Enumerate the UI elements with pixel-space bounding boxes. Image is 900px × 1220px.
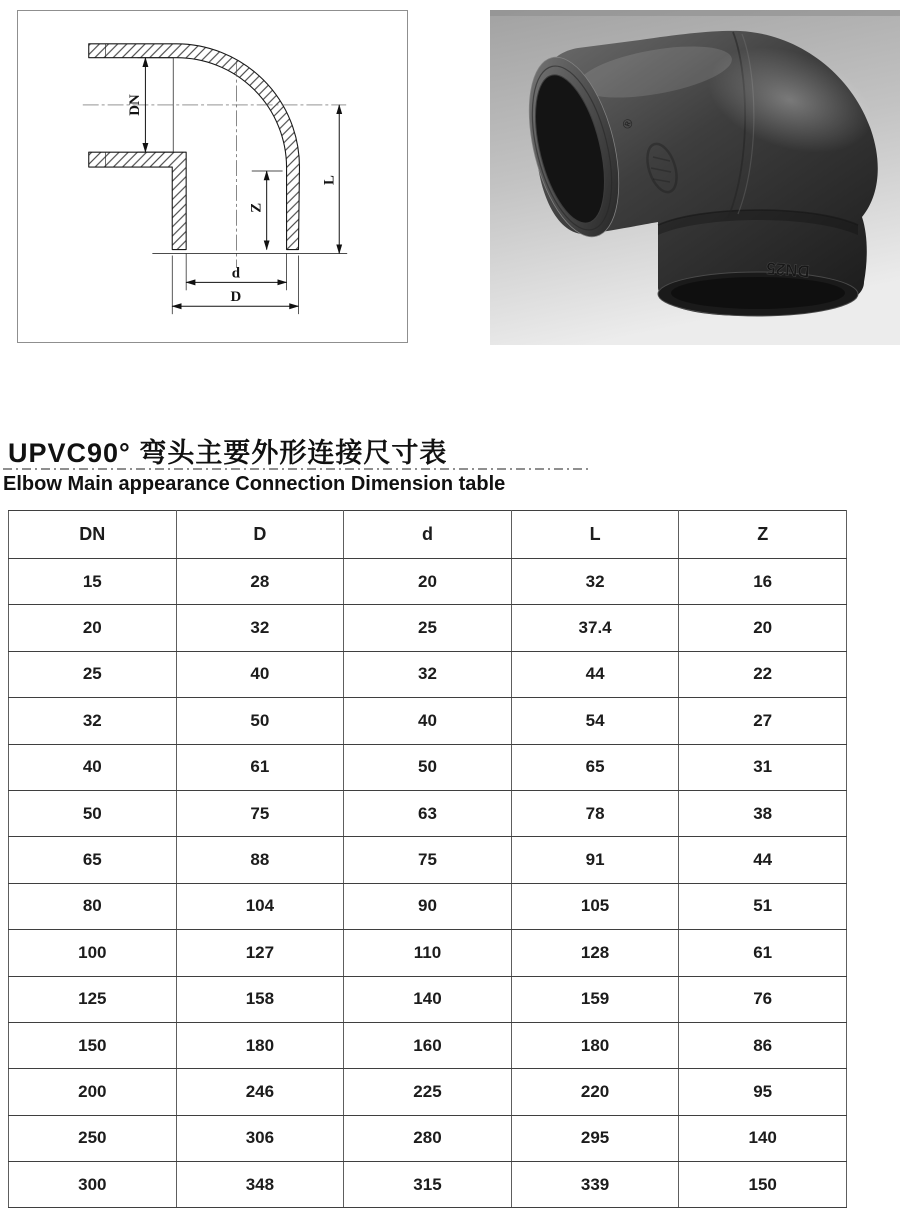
elbow-outer-wall bbox=[89, 44, 300, 250]
table-row bbox=[9, 837, 847, 883]
table-header-cell: d bbox=[344, 511, 512, 559]
table-cell: 104 bbox=[176, 883, 344, 929]
table-cell: 40 bbox=[344, 698, 512, 744]
dashed-separator bbox=[3, 468, 590, 470]
table-cell: 295 bbox=[511, 1115, 679, 1161]
table-cell: 339 bbox=[511, 1162, 679, 1208]
table-cell: 306 bbox=[176, 1115, 344, 1161]
embossed-registered-mark: ® bbox=[618, 116, 637, 131]
table-cell: 44 bbox=[679, 837, 847, 883]
table-header-row bbox=[9, 511, 847, 559]
table-cell: 50 bbox=[9, 790, 177, 836]
dimension-label-d: d bbox=[231, 265, 241, 282]
table-row bbox=[9, 976, 847, 1022]
table-row bbox=[9, 605, 847, 651]
table-cell: 180 bbox=[176, 1022, 344, 1068]
product-photo-svg bbox=[490, 10, 900, 345]
table-cell: 20 bbox=[679, 605, 847, 651]
table-cell: 75 bbox=[344, 837, 512, 883]
table-row bbox=[9, 744, 847, 790]
table-cell: 25 bbox=[344, 605, 512, 651]
table-cell: 140 bbox=[679, 1115, 847, 1161]
page-title: UPVC90° 弯头主要外形连接尺寸表 bbox=[8, 438, 448, 468]
table-row bbox=[9, 930, 847, 976]
table-cell: 90 bbox=[344, 883, 512, 929]
table-cell: 25 bbox=[9, 651, 177, 697]
page-subtitle: Elbow Main appearance Connection Dimension table bbox=[3, 473, 506, 495]
table-header-cell: L bbox=[511, 511, 679, 559]
table-cell: 110 bbox=[344, 930, 512, 976]
table-header-cell: Z bbox=[679, 511, 847, 559]
table-cell: 105 bbox=[511, 883, 679, 929]
table-cell: 140 bbox=[344, 976, 512, 1022]
table-cell: 86 bbox=[679, 1022, 847, 1068]
product-photo-panel bbox=[490, 10, 900, 345]
table-cell: 250 bbox=[9, 1115, 177, 1161]
table-cell: 40 bbox=[176, 651, 344, 697]
table-cell: 32 bbox=[511, 559, 679, 605]
table-row bbox=[9, 1115, 847, 1161]
table-cell: 20 bbox=[344, 559, 512, 605]
table-cell: 315 bbox=[344, 1162, 512, 1208]
dimension-table-body bbox=[9, 559, 847, 1208]
table-row bbox=[9, 559, 847, 605]
table-cell: 61 bbox=[679, 930, 847, 976]
dimension-label-l: L bbox=[321, 175, 338, 185]
table-cell: 65 bbox=[9, 837, 177, 883]
table-cell: 37.4 bbox=[511, 605, 679, 651]
table-row bbox=[9, 790, 847, 836]
table-cell: 32 bbox=[344, 651, 512, 697]
table-cell: 44 bbox=[511, 651, 679, 697]
embossed-size-text: DN25 bbox=[765, 258, 811, 281]
table-cell: 32 bbox=[9, 698, 177, 744]
table-row bbox=[9, 1162, 847, 1208]
table-cell: 31 bbox=[679, 744, 847, 790]
dimension-label-dn: DN bbox=[126, 94, 143, 116]
table-cell: 27 bbox=[679, 698, 847, 744]
table-cell: 300 bbox=[9, 1162, 177, 1208]
table-cell: 158 bbox=[176, 976, 344, 1022]
table-cell: 150 bbox=[679, 1162, 847, 1208]
table-cell: 78 bbox=[511, 790, 679, 836]
table-cell: 246 bbox=[176, 1069, 344, 1115]
photo-top-edge bbox=[490, 10, 900, 16]
table-cell: 348 bbox=[176, 1162, 344, 1208]
table-cell: 38 bbox=[679, 790, 847, 836]
table-cell: 22 bbox=[679, 651, 847, 697]
table-row bbox=[9, 651, 847, 697]
table-cell: 63 bbox=[344, 790, 512, 836]
table-cell: 200 bbox=[9, 1069, 177, 1115]
table-cell: 128 bbox=[511, 930, 679, 976]
table-header-cell: D bbox=[176, 511, 344, 559]
table-cell: 40 bbox=[9, 744, 177, 790]
table-cell: 150 bbox=[9, 1022, 177, 1068]
bottom-socket-bore bbox=[671, 277, 845, 309]
table-cell: 91 bbox=[511, 837, 679, 883]
dimension-table bbox=[8, 510, 847, 1208]
table-cell: 61 bbox=[176, 744, 344, 790]
table-cell: 15 bbox=[9, 559, 177, 605]
table-cell: 95 bbox=[679, 1069, 847, 1115]
table-cell: 88 bbox=[176, 837, 344, 883]
table-cell: 159 bbox=[511, 976, 679, 1022]
table-cell: 16 bbox=[679, 559, 847, 605]
dimension-label-D: D bbox=[230, 289, 242, 306]
dimension-label-z: Z bbox=[248, 202, 265, 213]
table-cell: 225 bbox=[344, 1069, 512, 1115]
table-cell: 80 bbox=[9, 883, 177, 929]
table-cell: 75 bbox=[176, 790, 344, 836]
table-cell: 65 bbox=[511, 744, 679, 790]
table-cell: 180 bbox=[511, 1022, 679, 1068]
dimension-table-head bbox=[9, 511, 847, 559]
technical-drawing-svg bbox=[18, 11, 407, 342]
table-cell: 160 bbox=[344, 1022, 512, 1068]
table-cell: 280 bbox=[344, 1115, 512, 1161]
table-cell: 125 bbox=[9, 976, 177, 1022]
table-cell: 220 bbox=[511, 1069, 679, 1115]
table-cell: 51 bbox=[679, 883, 847, 929]
technical-drawing-panel bbox=[17, 10, 408, 343]
table-cell: 100 bbox=[9, 930, 177, 976]
table-row bbox=[9, 883, 847, 929]
table-cell: 54 bbox=[511, 698, 679, 744]
table-cell: 20 bbox=[9, 605, 177, 651]
table-cell: 76 bbox=[679, 976, 847, 1022]
table-cell: 50 bbox=[176, 698, 344, 744]
table-cell: 32 bbox=[176, 605, 344, 651]
table-row bbox=[9, 698, 847, 744]
table-row bbox=[9, 1069, 847, 1115]
table-header-cell: DN bbox=[9, 511, 177, 559]
table-cell: 28 bbox=[176, 559, 344, 605]
table-cell: 127 bbox=[176, 930, 344, 976]
table-row bbox=[9, 1022, 847, 1068]
elbow-inner-wall bbox=[89, 152, 186, 249]
table-cell: 50 bbox=[344, 744, 512, 790]
